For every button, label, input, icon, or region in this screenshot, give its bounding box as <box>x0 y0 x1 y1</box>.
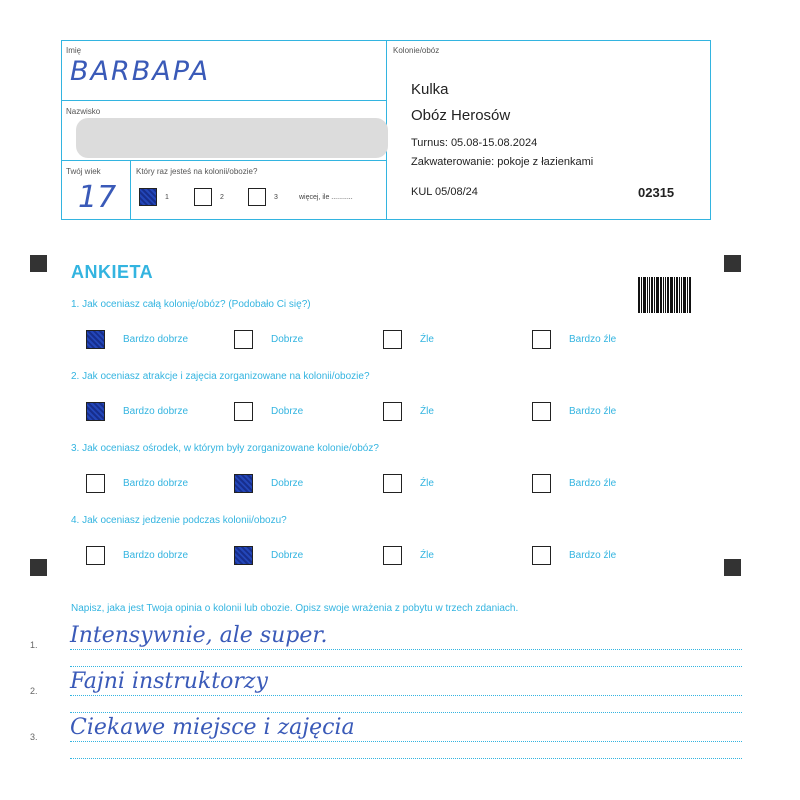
barcode-bar <box>638 277 640 313</box>
q1-option-label: Źle <box>420 334 434 345</box>
q3-option-label: Źle <box>420 478 434 489</box>
barcode-bar <box>681 277 682 313</box>
barcode-bar <box>687 277 688 313</box>
times-checkbox-3[interactable] <box>248 188 266 206</box>
q1-option-label: Bardzo dobrze <box>123 334 189 345</box>
q3-checkbox-4[interactable] <box>532 474 551 493</box>
q1-checkbox-4[interactable] <box>532 330 551 349</box>
dotted-line <box>70 741 742 742</box>
q2-option-label: Źle <box>420 406 434 417</box>
corner-marker-top-right <box>724 255 741 272</box>
corner-marker-bottom-right <box>724 559 741 576</box>
barcode-bar <box>643 277 646 313</box>
q4-option-label: Bardzo źle <box>569 550 617 561</box>
q1-checkbox-3[interactable] <box>383 330 402 349</box>
q2-checkbox-1[interactable] <box>86 402 105 421</box>
q1-checkbox-1[interactable] <box>86 330 105 349</box>
q2-option-label: Bardzo źle <box>569 406 617 417</box>
dotted-line <box>70 649 742 650</box>
barcode-bar <box>654 277 655 313</box>
q4-option-label: Bardzo dobrze <box>123 550 189 561</box>
q2-checkbox-2[interactable] <box>234 402 253 421</box>
times-option-label: 1 <box>165 194 169 201</box>
redacted-surname <box>76 118 388 158</box>
q1-option-label: Bardzo źle <box>569 334 617 345</box>
survey-title: ANKIETA <box>71 262 154 282</box>
question-2: 2. Jak oceniasz atrakcje i zajęcia zorganizowane na kolonii/obozie? <box>71 371 370 382</box>
dotted-line <box>70 758 742 759</box>
barcode-bar <box>670 277 673 313</box>
line-number: 1. <box>30 640 38 650</box>
times-label: Który raz jesteś na kolonii/obozie? <box>136 167 258 176</box>
question-4: 4. Jak oceniasz jedzenie podczas kolonii/obozu? <box>71 515 287 526</box>
header-divider-name <box>61 100 386 101</box>
dotted-line <box>70 712 742 713</box>
q2-option-label: Dobrze <box>271 406 304 417</box>
barcode-bar <box>665 277 666 313</box>
barcode-bar <box>647 277 648 313</box>
opinion-instruction: Napisz, jaka jest Twoja opinia o kolonii lub obozie. Opisz swoje wrażenia z pobytu w trzech zdaniach. <box>71 603 519 614</box>
q4-checkbox-3[interactable] <box>383 546 402 565</box>
q3-option-label: Dobrze <box>271 478 304 489</box>
times-option-label: 2 <box>220 194 224 201</box>
line-number: 3. <box>30 732 38 742</box>
handwritten-answer-2: Fajni instruktorzy <box>70 669 268 694</box>
barcode-bar <box>689 277 691 313</box>
q3-checkbox-3[interactable] <box>383 474 402 493</box>
barcode-bar <box>663 277 664 313</box>
handwritten-answer-3: Ciekawe miejsce i zajęcia <box>70 715 355 740</box>
q1-option-label: Dobrze <box>271 334 304 345</box>
corner-marker-bottom-left <box>30 559 47 576</box>
q2-checkbox-3[interactable] <box>383 402 402 421</box>
header-divider-surname <box>61 160 386 161</box>
barcode-bar <box>683 277 686 313</box>
q4-option-label: Źle <box>420 550 434 561</box>
handwritten-answer-1: Intensywnie, ale super. <box>70 623 328 648</box>
camp-label: Kolonie/obóz <box>393 46 440 55</box>
barcode-icon <box>638 277 692 313</box>
q4-checkbox-1[interactable] <box>86 546 105 565</box>
barcode-bar <box>649 277 650 313</box>
barcode-bar <box>676 277 678 313</box>
q3-checkbox-2[interactable] <box>234 474 253 493</box>
times-option-label: więcej, ile ........... <box>299 194 353 201</box>
barcode-bar <box>660 277 662 313</box>
q3-checkbox-1[interactable] <box>86 474 105 493</box>
q2-option-label: Bardzo dobrze <box>123 406 189 417</box>
camp-name: Kulka <box>411 81 449 98</box>
age-value: 17 <box>78 180 117 215</box>
barcode-bar <box>679 277 680 313</box>
dotted-line <box>70 666 742 667</box>
question-3: 3. Jak oceniasz ośrodek, w którym były zorganizowane kolonie/obóz? <box>71 443 379 454</box>
q4-checkbox-4[interactable] <box>532 546 551 565</box>
q2-checkbox-4[interactable] <box>532 402 551 421</box>
camp-code: KUL 05/08/24 <box>411 186 478 198</box>
barcode-bar <box>656 277 659 313</box>
camp-subtitle: Obóz Herosów <box>411 107 511 124</box>
line-number: 2. <box>30 686 38 696</box>
form-number: 02315 <box>638 185 675 200</box>
q3-option-label: Bardzo źle <box>569 478 617 489</box>
barcode-bar <box>641 277 642 313</box>
header-divider-age <box>130 160 131 220</box>
question-1: 1. Jak oceniasz całą kolonię/obóz? (Podobało Ci się?) <box>71 299 311 310</box>
surname-label: Nazwisko <box>66 107 101 116</box>
name-value: BARBAPA <box>70 56 211 87</box>
barcode-bar <box>674 277 675 313</box>
q4-checkbox-2[interactable] <box>234 546 253 565</box>
dotted-line <box>70 695 742 696</box>
q4-option-label: Dobrze <box>271 550 304 561</box>
name-label: Imię <box>66 46 82 55</box>
accommodation: Zakwaterowanie: pokoje z łazienkami <box>411 156 594 168</box>
q3-option-label: Bardzo dobrze <box>123 478 189 489</box>
age-label: Twój wiek <box>66 167 101 176</box>
times-checkbox-1[interactable] <box>139 188 157 206</box>
barcode-bar <box>651 277 653 313</box>
q1-checkbox-2[interactable] <box>234 330 253 349</box>
corner-marker-top-left <box>30 255 47 272</box>
times-option-label: 3 <box>274 194 278 201</box>
turnus: Turnus: 05.08-15.08.2024 <box>411 137 538 149</box>
times-checkbox-2[interactable] <box>194 188 212 206</box>
barcode-bar <box>667 277 669 313</box>
